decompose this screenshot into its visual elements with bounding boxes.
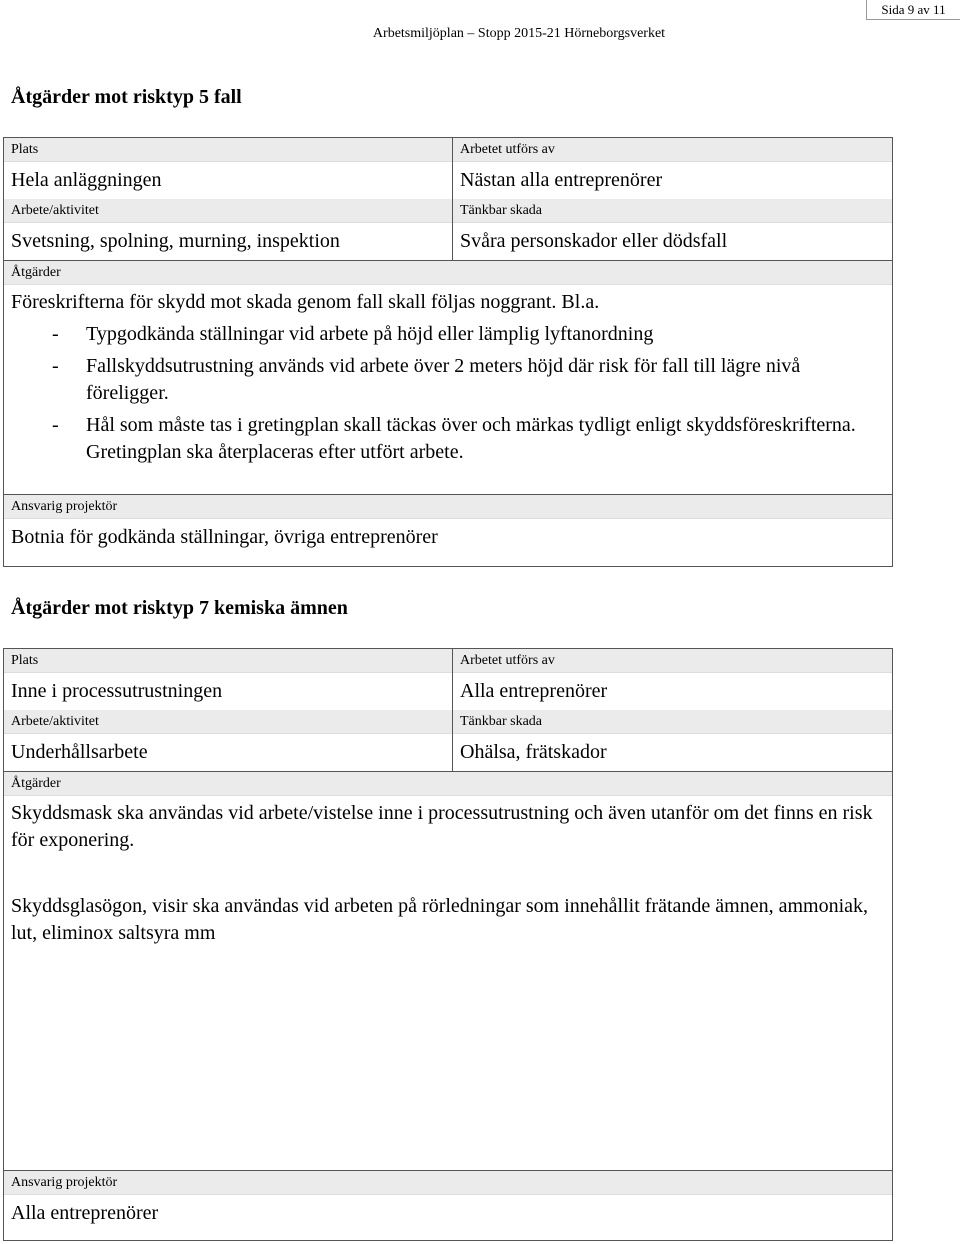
skada-label: Tänkbar skada: [453, 710, 892, 734]
plats-label: Plats: [4, 649, 452, 673]
section-7-table: [3, 648, 893, 1241]
atgarder-paragraph: Skyddsglasögon, visir ska användas vid arbeten på rörledningar som innehållit frätande ämnen, ammoniak, lut, eliminox saltsyra mm: [11, 895, 869, 944]
plats-value: Inne i processutrustningen: [11, 680, 223, 702]
atgarder-content: [4, 285, 892, 494]
ansvarig-value: Alla entreprenörer: [11, 1202, 159, 1224]
skada-value: Ohälsa, frätskador: [460, 741, 607, 763]
arbete-value: Svetsning, spolning, murning, inspektion: [11, 230, 340, 252]
plats-value: Hela anläggningen: [11, 169, 162, 191]
list-item: - Typgodkända ställningar vid arbete på höjd eller lämplig lyftanordning: [52, 323, 654, 345]
plats-label: Plats: [4, 138, 452, 162]
utfors-label: Arbetet utförs av: [453, 649, 892, 673]
atgarder-paragraph: Skyddsmask ska användas vid arbete/vistelse inne i processutrustning och även utanför om det finns en risk för exponering.: [11, 802, 873, 851]
skada-label: Tänkbar skada: [453, 199, 892, 223]
page-number: Sida 9 av 11: [866, 0, 960, 20]
arbete-label: Arbete/aktivitet: [4, 199, 452, 223]
document-header: Arbetsmiljöplan – Stopp 2015-21 Hörneborgsverket: [372, 26, 666, 41]
ansvarig-value: Botnia för godkända ställningar, övriga entreprenörer: [11, 526, 438, 548]
arbete-value: Underhållsarbete: [11, 741, 148, 763]
atgarder-list: [11, 321, 885, 466]
ansvarig-label: Ansvarig projektör: [4, 1171, 892, 1195]
section-5-heading: Åtgärder mot risktyp 5 fall: [11, 86, 242, 108]
utfors-value: Nästan alla entreprenörer: [460, 169, 663, 191]
ansvarig-label: Ansvarig projektör: [4, 495, 892, 519]
atgarder-label: Åtgärder: [4, 261, 892, 285]
atgarder-content: [4, 796, 892, 1170]
skada-value: Svåra personskador eller dödsfall: [460, 230, 728, 252]
arbete-label: Arbete/aktivitet: [4, 710, 452, 734]
atgarder-label: Åtgärder: [4, 772, 892, 796]
utfors-value: Alla entreprenörer: [460, 680, 608, 702]
section-5-table: [3, 137, 893, 567]
utfors-label: Arbetet utförs av: [453, 138, 892, 162]
list-item: - Hål som måste tas i gretingplan skall täckas över och märkas tydligt enligt skyddsföreskrifterna. Gretingplan ska återplaceras efter utfört arbete.: [52, 414, 856, 463]
atgarder-intro: Föreskrifterna för skydd mot skada genom fall skall följas noggrant. Bl.a.: [11, 291, 600, 313]
list-item: - Fallskyddsutrustning används vid arbete över 2 meters höjd där risk för fall till lägre nivå föreligger.: [52, 355, 801, 404]
section-7-heading: Åtgärder mot risktyp 7 kemiska ämnen: [11, 597, 348, 619]
